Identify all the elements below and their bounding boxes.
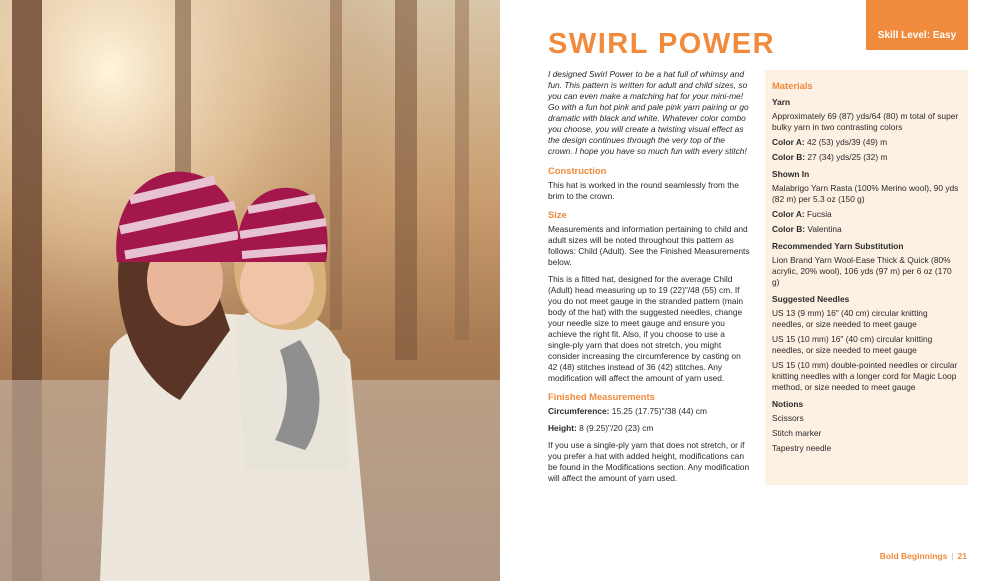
notions-heading: Notions xyxy=(772,399,804,409)
yarn-text: Approximately 69 (87) yds/64 (80) m total of super bulky yarn in two contrasting colors xyxy=(772,111,959,132)
materials-heading: Materials xyxy=(772,80,813,91)
footer-separator: | xyxy=(951,551,954,561)
page-number: 21 xyxy=(957,551,967,561)
construction-heading: Construction xyxy=(548,165,607,176)
skill-level-tab: Skill Level: Easy xyxy=(866,0,968,50)
notion-item: Scissors xyxy=(772,413,804,423)
needles-heading: Suggested Needles xyxy=(772,294,850,304)
shown-in-heading: Shown In xyxy=(772,169,810,179)
yarn-heading: Yarn xyxy=(772,97,791,107)
size-paragraph-1: Measurements and information pertaining to child and adult sizes will be noted throughout this pattern as follows: Child (Adult). See the Finished Measurements below. xyxy=(548,224,750,267)
height-value: 8 (9.25)"/20 (23) cm xyxy=(576,423,654,433)
substitution-heading: Recommended Yarn Substitution xyxy=(772,241,904,251)
height-label: Height: xyxy=(548,423,577,433)
materials-sidebar xyxy=(765,70,968,485)
modification-note: If you use a single-ply yarn that does not stretch, or if you prefer a hat with added height, modifications can be found in the Modifications section. Any modification will affect the amount of yarn used. xyxy=(548,440,750,483)
intro-paragraph: I designed Swirl Power to be a hat full of whimsy and fun. This pattern is written for adult and child sizes, so you can even make a matching hat for your mini-me! Go with a fun hot pink and pale pink yarn pairing or go dramatic with black and white. Whatever color combo you choose, you will create a twisting visual effect as the design continues through the very top of the crown. I hope you have so much fun with every stitch! xyxy=(548,69,749,156)
yarn-color-b-value: 27 (34) yds/25 (32) m xyxy=(805,152,888,162)
circumference-line xyxy=(548,406,750,417)
shown-color-b-value: Valentina xyxy=(805,224,842,234)
footer-section: Bold Beginnings xyxy=(879,551,948,561)
needle-item: US 15 (10 mm) double-pointed needles or circular knitting needles with a longer cord for Magic Loop method, or size needed to meet gauge xyxy=(772,360,958,392)
construction-text: This hat is worked in the round seamlessly from the brim to the crown. xyxy=(548,180,739,201)
finished-measurements-heading: Finished Measurements xyxy=(548,391,655,402)
notion-item: Stitch marker xyxy=(772,428,822,438)
yarn-color-b xyxy=(772,152,961,163)
main-column xyxy=(548,69,750,490)
height-line xyxy=(548,423,750,434)
needle-item: US 13 (9 mm) 16" (40 cm) circular knitting needles, or size needed to meet gauge xyxy=(772,308,928,329)
shown-color-b xyxy=(772,224,961,235)
shown-color-b-label: Color B: xyxy=(772,224,806,234)
page-title: SWIRL POWER xyxy=(548,28,776,60)
yarn-color-b-label: Color B: xyxy=(772,152,806,162)
circumference-value: 15.25 (17.75)"/38 (44) cm xyxy=(609,406,707,416)
yarn-color-a-label: Color A: xyxy=(772,137,805,147)
yarn-color-a xyxy=(772,137,961,148)
shown-color-a-value: Fucsia xyxy=(804,209,832,219)
size-heading: Size xyxy=(548,209,567,220)
substitution-text: Lion Brand Yarn Wool-Ease Thick & Quick (80% acrylic, 20% wool), 106 yds (97 m) per 6 oz (170 g) xyxy=(772,255,952,287)
size-paragraph-2: This is a fitted hat, designed for the average Child (Adult) head measuring up to 19 (22)"/48 (55) cm. If you do not meet gauge in the stranded pattern (main body of the hat) with the suggested needles, change your needle size to meet gauge and ensure you achieve the right fit. Also, if you choose to use a single-ply yarn that does not stretch, you might consider increasing the circumference by casting on 42 (48) stitches instead of 36 (42) stitches. Any modification will affect the amount of yarn used. xyxy=(548,274,744,383)
notion-item: Tapestry needle xyxy=(772,443,832,453)
yarn-color-a-value: 42 (53) yds/39 (49) m xyxy=(804,137,888,147)
shown-color-a-label: Color A: xyxy=(772,209,805,219)
circumference-label: Circumference: xyxy=(548,406,610,416)
page-footer xyxy=(880,551,967,561)
needle-item: US 15 (10 mm) 16" (40 cm) circular knitting needles, or size needed to meet gauge xyxy=(772,334,933,355)
pattern-page xyxy=(500,0,1000,581)
shown-in-text: Malabrigo Yarn Rasta (100% Merino wool), 90 yds (82 m) per 5.3 oz (150 g) xyxy=(772,183,959,204)
shown-color-a xyxy=(772,209,961,220)
